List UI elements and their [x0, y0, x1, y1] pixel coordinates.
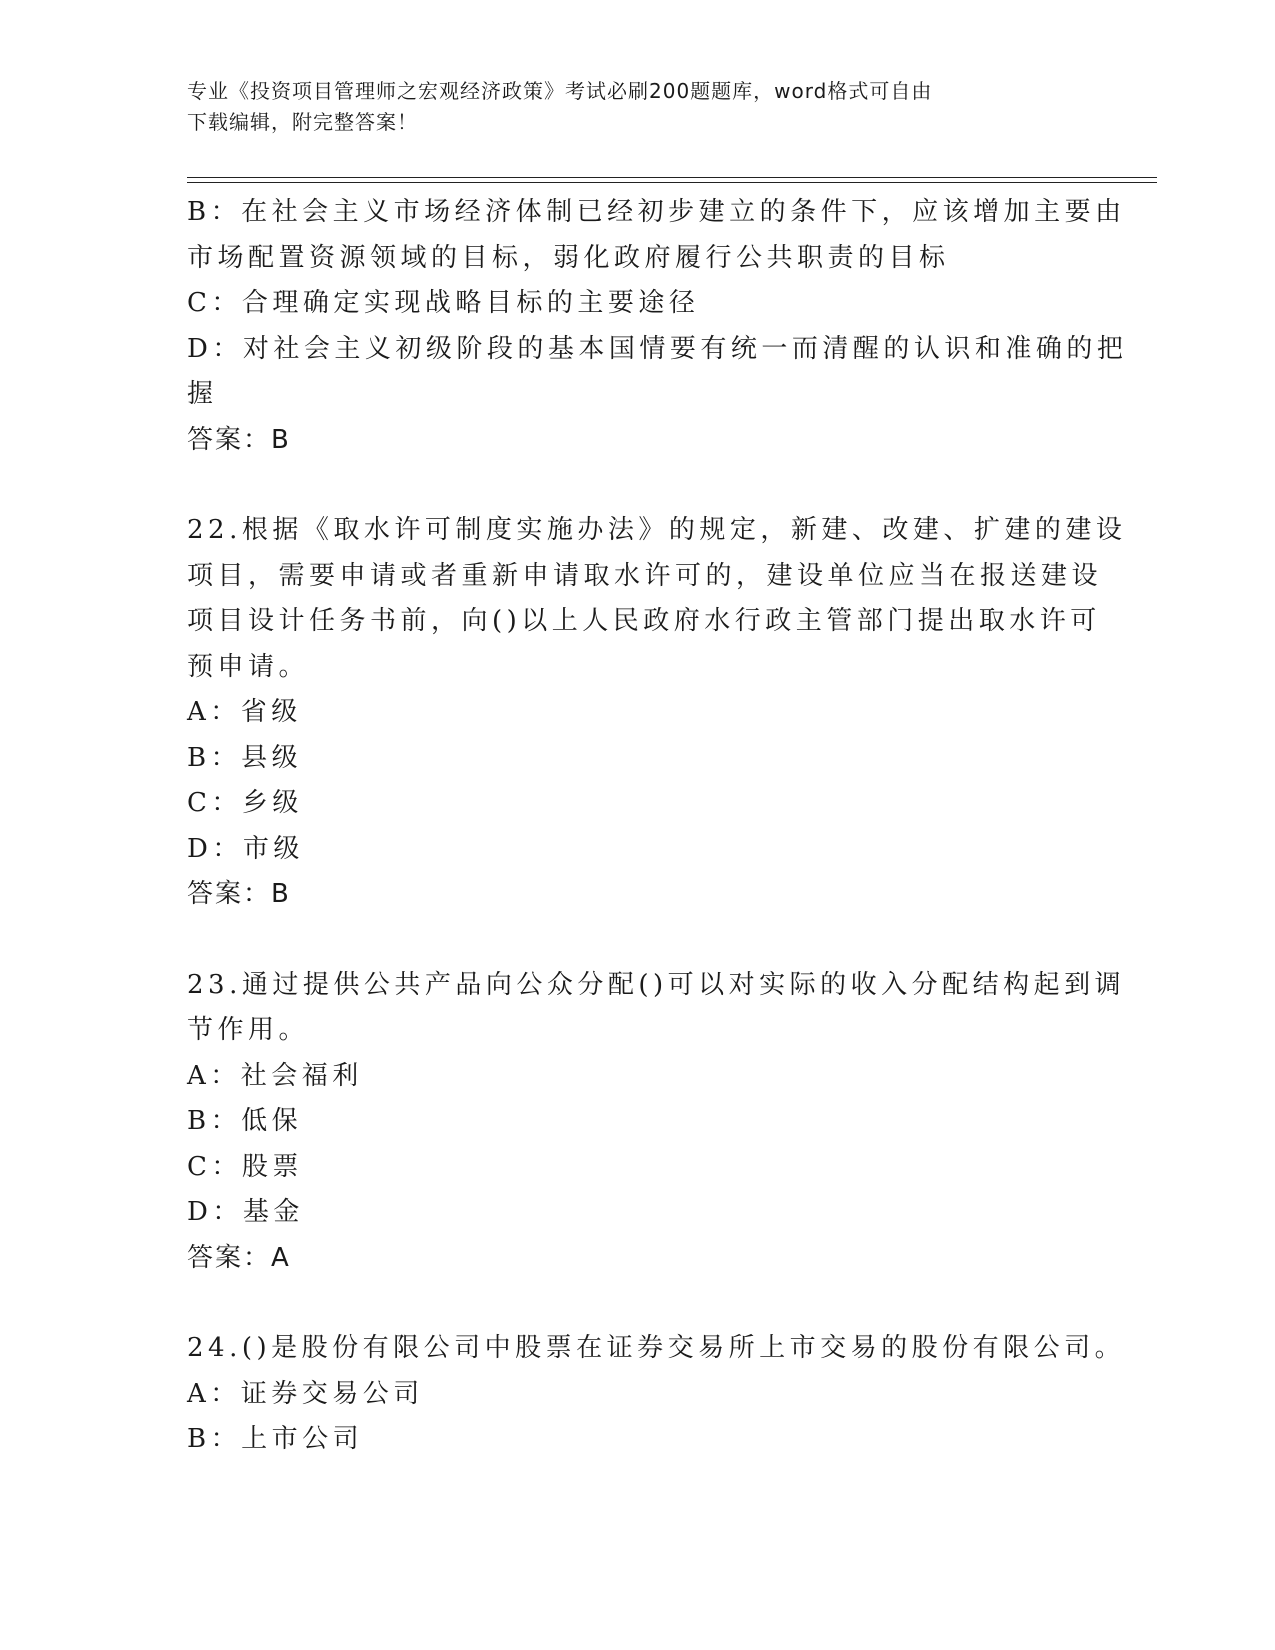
- option-b: B：县级: [187, 742, 303, 773]
- question-stem-line-1: 22.根据《取水许可制度实施办法》的规定，新建、改建、扩建的建设: [187, 515, 1127, 545]
- option-c: C：乡级: [187, 788, 303, 818]
- answer: 答案：A: [187, 1242, 291, 1273]
- option-d-line-1: D：对社会主义初级阶段的基本国情要有统一而清醒的认识和准确的把: [187, 333, 1128, 364]
- option-a: A：社会福利: [187, 1060, 363, 1091]
- spacer: [187, 1281, 1087, 1326]
- question-list: [187, 190, 1128, 1463]
- option-b: B：低保: [187, 1106, 303, 1136]
- question-23: [187, 963, 1126, 1282]
- spacer: [187, 463, 1087, 508]
- option-d: D：市级: [187, 833, 304, 864]
- question-stem-line-1: 24.()是股份有限公司中股票在证券交易所上市交易的股份有限公司。: [187, 1333, 1126, 1363]
- header-divider-bottom: [187, 182, 1157, 183]
- option-b-line-1: B：在社会主义市场经济体制已经初步建立的条件下，应该增加主要由: [187, 197, 1126, 227]
- question-stem-line-2: 节作用。: [187, 1015, 310, 1045]
- header-line-1: 专业《投资项目管理师之宏观经济政策》考试必刷200题题库，word格式可自由: [187, 79, 933, 103]
- question-stem-line-2: 项目，需要申请或者重新申请取水许可的，建设单位应当在报送建设: [187, 560, 1103, 591]
- answer: 答案：B: [187, 424, 291, 455]
- option-c: C：合理确定实现战略目标的主要途径: [187, 288, 700, 318]
- question-stem-line-1: 23.通过提供公共产品向公众分配()可以对实际的收入分配结构起到调: [187, 969, 1126, 1000]
- question-stem-line-4: 预申请。: [187, 651, 310, 682]
- answer: 答案：B: [187, 879, 291, 909]
- option-a: A：证券交易公司: [187, 1378, 424, 1409]
- option-a: A：省级: [187, 697, 302, 727]
- question-21-tail: [187, 190, 1128, 463]
- header-divider-top: [187, 177, 1157, 178]
- question-22: [187, 508, 1127, 918]
- option-d: D：基金: [187, 1197, 304, 1227]
- option-b-line-2: 市场配置资源领域的目标，弱化政府履行公共职责的目标: [187, 242, 950, 273]
- question-24: [187, 1326, 1126, 1463]
- option-c: C：股票: [187, 1151, 303, 1182]
- spacer: [187, 918, 1087, 963]
- option-b: B：上市公司: [187, 1424, 364, 1454]
- question-stem-line-3: 项目设计任务书前，向()以上人民政府水行政主管部门提出取水许可: [187, 606, 1101, 636]
- page-header: [187, 76, 1067, 138]
- option-d-line-2: 握: [187, 379, 218, 409]
- header-line-2: 下载编辑，附完整答案！: [187, 110, 418, 134]
